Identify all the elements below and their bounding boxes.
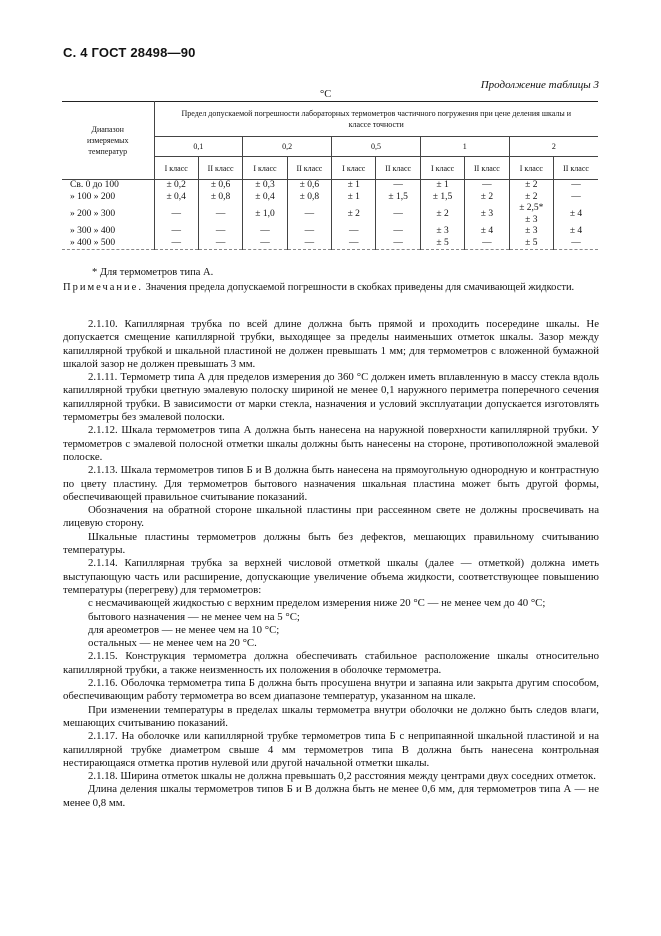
note-label: Примечание. [63,282,143,293]
value-cell: — [154,238,198,250]
value-cell: ± 0,8 [198,192,242,204]
value-cell: ± 0,6 [287,180,331,192]
value-cell: — [287,238,331,250]
page-header: С. 4 ГОСТ 28498—90 [63,45,196,60]
division-header: 0,2 [243,137,332,157]
paragraph: 2.1.10. Капиллярная трубка по всей длине должна быть прямой и проходить посередине шкалы. Не допускается смещение капиллярной трубки, выходящее за пределы наименьших отметок шкалы. Зазор между капиллярной трубкой и шкальной пластиной не должен превышать 1 мм; для термометров с вложенной бумажной шкалой зазор не должен превышать 3 мм. [63,318,599,370]
paragraph: с несмачивающей жидкостью с верхним пределом измерения ниже 20 °С — не менее чем до 40 °С; [88,597,546,610]
value-cell: ± 1,0 [243,203,287,226]
paragraph: 2.1.13. Шкала термометров типов Б и В должна быть нанесена на прямоугольную однородную и контрастную по цвету пластину. Для термометров бытового назначения шкальная пластина может быть другой формы, обеспечивающей правильное считывание показаний. [63,464,599,503]
division-header: 2 [509,137,598,157]
table-note [63,281,599,294]
note-text: Значения предела допускаемой погрешности в скобках приведены для смачивающей жидкости. [142,282,575,293]
value-cell-extra: ± 3 [525,214,538,225]
paragraph: 2.1.16. Оболочка термометра типа Б должна быть просушена внутри и запаяна или закрыта другим способом, обеспечивающим работу термометра во всем диапазоне температур, указанном на шкале. [63,677,599,703]
value-cell: ± 1 [420,180,464,192]
value-cell: ± 0,4 [243,192,287,204]
paragraph: При изменении температуры в пределах шкалы термометра внутри оболочки не должно быть следов влаги, мешающих считыванию показаний. [63,703,599,729]
value-cell: ± 0,8 [287,192,331,204]
error-limits-table [62,101,598,250]
table-row [62,192,598,204]
value-cell [509,203,553,226]
table-continuation-label: Продолжение таблицы 3 [480,79,599,91]
value-cell: — [554,238,598,250]
table-row [62,180,598,192]
paragraph: Обозначения на обратной стороне шкальной пластины при рассеянном свете не должны просвечивать на лицевую сторону. [63,504,599,530]
body-text [63,318,599,810]
value-cell: — [332,226,376,238]
table-footnote: * Для термометров типа А. [92,267,214,278]
paragraph: 2.1.18. Ширина отметок шкалы не должна превышать 0,2 расстояния между центрами двух соседних отметок. [88,770,596,783]
value-cell: ± 4 [465,226,509,238]
value-cell: — [554,180,598,192]
value-cell: ± 2 [509,180,553,192]
class-header: II класс [465,157,509,180]
class-header: I класс [243,157,287,180]
value-cell: ± 2 [420,203,464,226]
value-cell: — [243,226,287,238]
division-header: 0,1 [154,137,243,157]
value-cell: — [376,238,420,250]
value-cell: ± 2 [332,203,376,226]
value-cell: — [376,226,420,238]
value-cell: ± 4 [554,203,598,226]
class-header: II класс [198,157,242,180]
paragraph: 2.1.12. Шкала термометров типа А должна быть нанесена на наружной поверхности капиллярной трубки. У термометров с эмалевой полосной отметки шкалы должны быть нанесены на стороне, противоположной эмалевой полоске. [63,424,599,463]
value-cell: — [287,226,331,238]
value-cell: — [154,203,198,226]
table-row [62,203,598,226]
class-header: II класс [554,157,598,180]
value-cell: — [198,238,242,250]
value-cell: — [243,238,287,250]
division-header: 1 [420,137,509,157]
value-cell: — [198,226,242,238]
class-header: I класс [420,157,464,180]
table-unit: °С [320,89,332,100]
value-cell: — [287,203,331,226]
table-row [62,226,598,238]
table-row [62,238,598,250]
value-cell: ± 1,5 [420,192,464,204]
value-cell: — [198,203,242,226]
paragraph: 2.1.14. Капиллярная трубка за верхней числовой отметкой шкалы (далее — отметкой) должна иметь выступающую часть или расширение, допускающие увеличение объема жидкости, соответствующее повышению температуры (перегреву) для термометров: [63,557,599,596]
paragraph: для ареометров — не менее чем на 10 °С; [88,623,280,636]
value-cell: — [154,226,198,238]
range-cell: » 100 » 200 [70,191,116,202]
paragraph: Шкальные пластины термометров должны быть без дефектов, мешающих правильному считыванию температуры. [63,530,599,557]
value-cell: — [332,238,376,250]
range-cell: » 300 » 400 [70,226,116,236]
value-cell: ± 2 [509,192,553,204]
range-cell: » 200 » 300 [70,208,116,219]
division-header: 0,5 [332,137,421,157]
value-cell: ± 1 [332,192,376,204]
column-header-range: Диапазон измеряемых температур [62,102,154,180]
value-cell: ± 3 [465,203,509,226]
value-cell: ± 3 [509,226,553,238]
range-cell: Св. 0 до 100 [70,180,119,190]
class-header: I класс [154,157,198,180]
value-cell: ± 1 [332,180,376,192]
value-cell: ± 5 [509,238,553,250]
paragraph: остальных — не менее чем на 20 °С. [88,637,257,650]
value-cell: ± 0,2 [154,180,198,192]
paragraph: бытового назначения — не менее чем на 5 °С; [88,610,300,623]
value-cell: ± 0,6 [198,180,242,192]
value-cell: ± 2 [465,192,509,204]
paragraph: 2.1.17. На оболочке или капиллярной трубке термометров типа Б с неприпаянной шкальной пластиной и на капиллярной трубке диаметром свыше 4 мм термометров типа В должна быть нанесена контрольная нестирающаяся отметка против нулевой или другой начальной отметки шкалы. [63,730,599,769]
value-cell: ± 1,5 [376,192,420,204]
value-cell: — [554,192,598,204]
class-header: I класс [332,157,376,180]
value-cell: — [376,180,420,192]
value-cell: — [465,180,509,192]
value-cell: ± 0,4 [154,192,198,204]
value-cell-main: ± 2,5* [519,203,544,213]
value-cell: ± 0,3 [243,180,287,192]
value-cell: — [465,238,509,250]
range-cell: » 400 » 500 [62,238,154,250]
paragraph: Длина деления шкалы термометров типов Б и В должна быть не менее 0,6 мм, для термометров типа А — не менее 0,8 мм. [63,783,599,809]
column-header-group: Предел допускаемой погрешности лабораторных термометров частичного погружения при цене деления шкалы и классе точности [154,102,598,137]
class-header: I класс [509,157,553,180]
class-header: II класс [287,157,331,180]
value-cell: — [376,203,420,226]
value-cell: ± 5 [420,238,464,250]
class-header: II класс [376,157,420,180]
value-cell: ± 4 [554,226,598,238]
paragraph: 2.1.11. Термометр типа А для пределов измерения до 360 °С должен иметь вплавленную в массу стекла вдоль капиллярной трубки цветную эмалевую полоску шириной не менее 0,1 наружного периметра поперечного сечения капиллярной трубки. В зависимости от марки стекла, назначения и условий эксплуатации допускается изготовлять термометры без эмалевой полоски. [63,371,599,424]
paragraph: 2.1.15. Конструкция термометра должна обеспечивать стабильное расположение шкалы относительно капиллярной трубки, а также неизменность их положения в оболочке термометра. [63,650,599,676]
value-cell: ± 3 [420,226,464,238]
